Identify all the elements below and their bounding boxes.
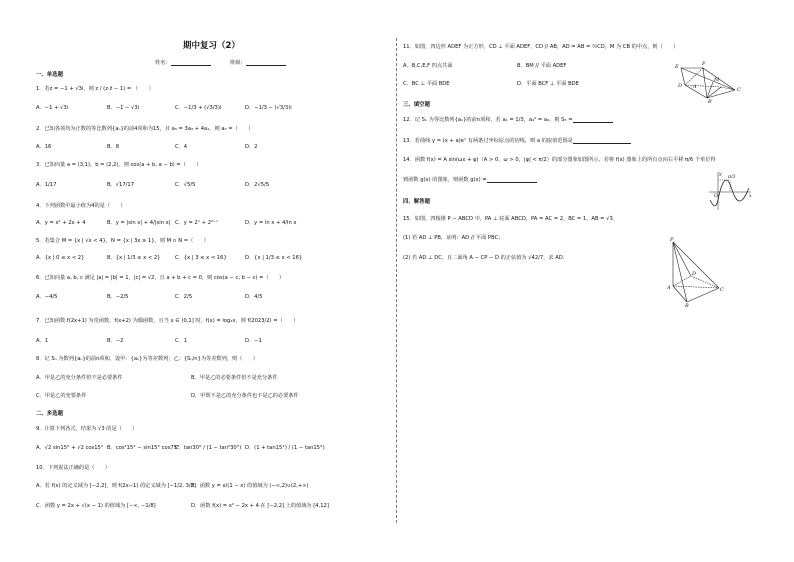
fig15-label-P: P — [670, 237, 674, 243]
fig11-label-B: B — [708, 99, 712, 105]
question-13: 13．若曲线 y = (x + a)eˣ 有两条过坐标原点的切线，则 a 的取值范围是 — [403, 139, 631, 144]
fig11-label-M: M — [714, 77, 720, 83]
q9-option-a[interactable]: A．√2 sin15° + √2 cos15° — [36, 445, 104, 451]
q1-option-b[interactable]: B．−1 − √3i — [107, 105, 140, 111]
question-8: 8．记 Sₙ 为数列{aₙ}的前n项和，设甲：{aₙ}为等差数列；乙：{Sₙ/n}为等差数列，则（ ） — [36, 356, 258, 362]
q15-pyramid-figure — [665, 236, 725, 308]
fig14-label-origin: O — [714, 194, 718, 199]
right-column — [397, 0, 794, 562]
q3-option-c[interactable]: C．√5/5 — [175, 182, 196, 188]
fig11-label-D: D — [678, 83, 683, 89]
question-6: 6．已知向量 a, b, c 满足 |a| = |b| = 1，|c| = √2，且 a + b + c = 0，则 cos⟨a − c, b − c⟩ =（ ） — [36, 275, 285, 281]
question-5: 5．若集合 M = {x | √x < 4}，N = {x | 3x ≥ 1}，则 M ∩ N =（ ） — [36, 238, 209, 244]
q5-option-b[interactable]: B．{x | 1/3 ≤ x < 2} — [107, 255, 161, 261]
q10-option-a[interactable]: A．若 f(x) 的定义域为 [−2,2]，则 f(2x−1) 的定义域为 [−1/2, 3/2] — [36, 483, 196, 489]
question-10: 10．下列说法正确的是（ ） — [36, 465, 111, 471]
q4-option-d[interactable]: D．y = ln x + 4/ln x — [245, 220, 297, 226]
q6-option-a[interactable]: A．−4/5 — [36, 294, 58, 300]
fig15-label-C: C — [720, 287, 724, 293]
question-1: 1．若z = −1 + √3i，则 z / (z·z̄ − 1) = （ ） — [36, 86, 154, 92]
q7-option-d[interactable]: D．−1 — [245, 338, 262, 344]
q1-option-c[interactable]: C．−1/3 + (√3/3)i — [175, 105, 222, 111]
q6-option-b[interactable]: B．−2/5 — [107, 294, 129, 300]
q2-option-b[interactable]: B．8 — [107, 144, 120, 150]
q9-option-d[interactable]: D．(1 + tan15°) / (1 − tan15°) — [245, 445, 325, 451]
q10-option-b[interactable]: B．函数 y = x/(1 − x) 的值域为 (−∞,2)∪(2,+∞) — [191, 483, 309, 489]
question-2: 2．已知各项均为正数的等比数列{aₙ}的前4项和为15，且 a₅ = 3a₃ + 4a₁，则 a₃ =（ ） — [36, 126, 254, 132]
question-15-part-2: (2) 若 AD ⊥ DC，且二面角 A − CP − D 的正弦值为 √42/7，求 AD． — [403, 255, 568, 261]
question-7: 7．已知函数 f(2x+1) 为奇函数，f(x+2) 为偶函数，且当 x ∈ (0,1] 时，f(x) = log₂x，则 f(2023/2) =（ ） — [36, 318, 299, 324]
q9-option-b[interactable]: B．cos²15° − sin15° cos75° — [107, 445, 180, 451]
fig14-label-y: y — [719, 172, 722, 177]
section-multi-choice: 二、多选题 — [36, 411, 63, 417]
name-field[interactable] — [155, 61, 211, 66]
class-field[interactable] — [230, 61, 286, 66]
class-label: 班级： — [230, 60, 246, 66]
q13-answer-blank[interactable] — [573, 143, 631, 144]
fig14-label-x: x — [749, 194, 752, 199]
page-title: 期中复习（2） — [183, 41, 240, 51]
q5-option-a[interactable]: A．{x | 0 ≤ x < 2} — [36, 255, 85, 261]
q10-option-d[interactable]: D．函数 f(x) = x² − 2x + 4 在 [−2,2] 上的值域为 [4,12] — [191, 503, 329, 509]
question-9: 9．计算下列各式，结果为 √3 的是（ ） — [36, 426, 138, 432]
q3-option-b[interactable]: B．√17/17 — [107, 182, 135, 188]
q7-option-b[interactable]: B．−2 — [107, 338, 124, 344]
question-3: 3．已知向量 a = (3,1)，b = (2,2)，则 cos⟨a + b, a − b⟩ =（ ） — [36, 162, 202, 168]
q14-sine-graph — [707, 170, 753, 212]
q1-option-a[interactable]: A．−1 + √3i — [36, 105, 69, 111]
name-label: 姓名： — [155, 60, 171, 66]
q3-option-a[interactable]: A．1/17 — [36, 182, 57, 188]
q2-option-d[interactable]: D．2 — [245, 144, 258, 150]
q2-option-a[interactable]: A．16 — [36, 144, 52, 150]
q9-option-c[interactable]: C．tan30° / (1 − tan²30°) — [175, 445, 242, 451]
q1-option-d[interactable]: D．−1/3 − (√3/3)i — [245, 105, 292, 111]
fig15-label-B: B — [685, 303, 689, 309]
q4-option-c[interactable]: C．y = 2ˣ + 2²⁻ˣ — [175, 220, 219, 226]
q11-geometry-figure — [675, 54, 743, 105]
q7-option-c[interactable]: C．1 — [175, 338, 188, 344]
q8-option-a[interactable]: A．甲是乙的充分条件但不是必要条件 — [36, 375, 123, 381]
q6-option-d[interactable]: D．4/5 — [245, 294, 263, 300]
q5-option-c[interactable]: C．{x | 3 ≤ x < 16} — [175, 255, 227, 261]
q7-option-a[interactable]: A．1 — [36, 338, 49, 344]
question-12: 12．记 Sₙ 为等比数列{aₙ}的前n项和，若 a₁ = 1/3，a₄² = a₆，则 S₅ = — [403, 118, 613, 123]
q11-option-a[interactable]: A．B,C,E,F 四点共面 — [403, 63, 453, 69]
q8-option-b[interactable]: B．甲是乙的必要条件但不是充分条件 — [191, 375, 278, 381]
question-14: 14．函数 f(x) = A sin(ωx + φ)（A > 0，ω > 0，|φ| < π/2）的部分图象如图所示，若将 f(x) 图象上的所有点向右平移 π/6 个单位得 — [403, 157, 716, 163]
q3-option-d[interactable]: D．2√5/5 — [245, 182, 270, 188]
q5-option-d[interactable]: D．{x | 1/3 ≤ x < 16} — [245, 255, 303, 261]
fig15-label-A: A — [667, 285, 671, 291]
q12-answer-blank[interactable] — [573, 122, 613, 123]
q10-option-c[interactable]: C．函数 y = 2x + √(x − 1) 的值域为 [−∞, −1/8] — [36, 503, 156, 509]
q14-answer-blank[interactable] — [487, 182, 537, 183]
section-fill-blank: 三、填空题 — [403, 102, 430, 108]
q4-option-a[interactable]: A．y = x² + 2x + 4 — [36, 220, 86, 226]
question-15-part-1: (1) 若 AD ⊥ PB，证明：AD // 平面 PBC； — [403, 235, 504, 241]
q2-option-c[interactable]: C．4 — [175, 144, 188, 150]
q11-option-b[interactable]: B．BM // 平面 ADEF — [517, 63, 567, 69]
section-solutions: 四、解答题 — [403, 199, 430, 205]
question-11: 11．如图，四边形 ADEF 为正方形，CD ⊥ 平面 ADEF，CD // AB，AD = AB = ½CD，M 为 CB 的中点，则（ ） — [403, 44, 679, 50]
q11-option-c[interactable]: C．BC ⊥ 平面 BDE — [403, 81, 450, 87]
fig11-label-A: A — [693, 84, 697, 90]
fig14-label-pi3: π/3 — [728, 175, 736, 180]
q8-option-d[interactable]: D．甲既不是乙的充分条件也不是乙的必要条件 — [191, 393, 299, 399]
fig11-label-C: C — [737, 87, 741, 93]
q4-option-b[interactable]: B．y = |sin x| + 4/|sin x| — [107, 220, 171, 226]
section-single-choice: 一、单选题 — [36, 72, 63, 78]
fig11-label-E: E — [675, 64, 679, 70]
q8-option-c[interactable]: C．甲是乙的充要条件 — [36, 393, 87, 399]
fig11-label-F: F — [702, 61, 706, 67]
q11-option-d[interactable]: D．平面 BCF ⊥ 平面 BDE — [517, 81, 579, 87]
q6-option-c[interactable]: C．2/5 — [175, 294, 193, 300]
fig15-label-D: D — [692, 271, 697, 277]
question-15: 15．如图，四棱锥 P − ABCD 中，PA ⊥ 底面 ABCD，PA = AC = 2，BC = 1，AB = √3． — [403, 216, 618, 222]
question-14-cont: 到函数 g(x) 的图象，则函数 g(x) = — [403, 178, 537, 183]
question-4: 4．下列函数中最小值为4的是（ ） — [36, 203, 126, 209]
